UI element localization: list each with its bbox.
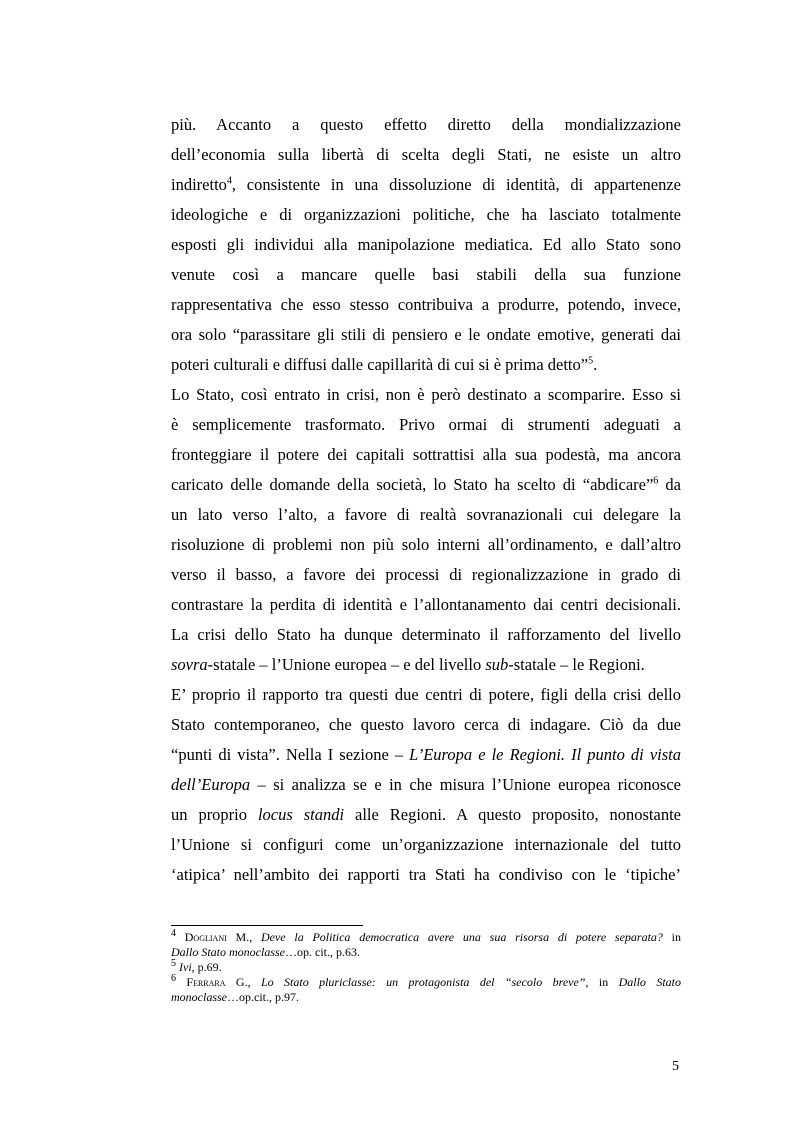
text-fragment: …op. cit., p.63. (285, 945, 360, 959)
text-fragment: in (662, 930, 681, 944)
text-line (171, 770, 681, 800)
footnote-4-cont (171, 945, 681, 960)
text-fragment: , (247, 975, 261, 989)
section-title: L’Europa e le Regioni. Il punto di vista (409, 745, 681, 764)
footnote-number: 6 (171, 973, 176, 984)
text-line: fronteggiare il potere dei capitali sottrattisi alla sua podestà, ma ancora (171, 445, 681, 464)
footnote-title: Deve la Politica democratica avere una sua risorsa di potere separata? (260, 930, 663, 944)
footnote-ref-6[interactable]: 6 (653, 475, 659, 487)
footnote-source: Dallo Stato (618, 975, 681, 989)
footnotes (171, 930, 681, 1005)
text-line (171, 740, 681, 770)
text-line (171, 800, 681, 830)
text-line: Stato contemporaneo, che questo lavoro cerca di indagare. Ciò da due (171, 715, 681, 734)
footnote-author: Ferrara G. (186, 975, 248, 989)
page-number: 5 (672, 1059, 679, 1074)
text-line: rappresentativa che esso stesso contribuiva a produrre, potendo, invece, (171, 295, 681, 314)
text-line: E’ proprio il rapporto tra questi due centri di potere, figli della crisi dello (171, 685, 681, 704)
text-line (171, 470, 681, 500)
footnote-title: Lo Stato pluriclasse: un protagonista del “secolo breve” (260, 975, 586, 989)
text-line: contrastare la perdita di identità e l’allontanamento dai centri decisionali. (171, 595, 681, 614)
text-line: più. Accanto a questo effetto diretto della mondializzazione (171, 115, 681, 134)
text-line: ora solo “parassitare gli stili di pensiero e le ondate emotive, generati dai (171, 325, 681, 344)
footnote-ref-4[interactable]: 4 (226, 175, 232, 187)
text-line: un lato verso l’alto, a favore di realtà sovranazionali cui delegare la (171, 505, 681, 524)
italic-term: locus standi (257, 805, 345, 824)
text-fragment: caricato delle domande della società, lo Stato ha scelto di “abdicare” (171, 475, 654, 494)
text-fragment: indiretto (171, 175, 227, 194)
footnote-5 (171, 960, 681, 975)
text-line: esposti gli individui alla manipolazione mediatica. Ed allo Stato sono (171, 235, 681, 254)
text-fragment: , (249, 930, 261, 944)
text-fragment: “punti di vista”. Nella I sezione – (171, 745, 410, 764)
footnote-ref-5[interactable]: 5 (588, 355, 594, 367)
text-line (171, 170, 681, 200)
text-fragment: . (593, 355, 598, 374)
text-fragment: , consistente in una dissoluzione di identità, di appartenenze (231, 175, 681, 194)
text-fragment: -statale – l’Unione europea – e del livello (207, 655, 486, 674)
text-fragment: un proprio (171, 805, 258, 824)
text-fragment: poteri culturali e diffusi dalle capillarità di cui si è prima detto” (171, 355, 589, 374)
text-fragment: , p.69. (191, 960, 222, 974)
text-fragment: , in (585, 975, 619, 989)
footnote-source: Dallo Stato monoclasse (171, 945, 285, 959)
text-line: La crisi dello Stato ha dunque determinato il rafforzamento del livello (171, 625, 681, 644)
footnote-source: Ivi (179, 960, 192, 974)
footnote-author: Dogliani M. (184, 930, 250, 944)
text-line: dell’economia sulla libertà di scelta degli Stati, ne esiste un altro (171, 145, 681, 164)
footnote-number: 5 (171, 958, 176, 969)
text-fragment: …op.cit., p.97. (227, 990, 299, 1004)
italic-term: sovra (171, 655, 208, 674)
footnote-6-cont (171, 990, 681, 1005)
footnote-number: 4 (171, 928, 176, 939)
text-fragment: – si analizza se e in che misura l’Unione europea riconosce (250, 775, 681, 794)
text-line: risoluzione di problemi non più solo interni all’ordinamento, e dall’altro (171, 535, 681, 554)
text-line: venute così a mancare quelle basi stabili della sua funzione (171, 265, 681, 284)
text-line: ideologiche e di organizzazioni politiche, che ha lasciato totalmente (171, 205, 681, 224)
text-line (171, 350, 681, 380)
text-fragment: alle Regioni. A questo proposito, nonostante (344, 805, 681, 824)
text-fragment: da (658, 475, 682, 494)
text-line: Lo Stato, così entrato in crisi, non è però destinato a scomparire. Esso si (171, 385, 681, 404)
text-fragment: -statale – le Regioni. (508, 655, 645, 674)
text-line: è semplicemente trasformato. Privo ormai di strumenti adeguati a (171, 415, 681, 434)
footnote-6 (171, 975, 681, 990)
text-line: verso il basso, a favore dei processi di regionalizzazione in grado di (171, 565, 681, 584)
section-title: dell’Europa (171, 775, 251, 794)
italic-term: sub (485, 655, 509, 674)
footnote-4 (171, 930, 681, 945)
text-line: l’Unione si configuri come un’organizzazione internazionale del tutto (171, 835, 681, 854)
footnote-divider (171, 925, 363, 926)
text-line (171, 650, 681, 680)
text-line: ‘atipica’ nell’ambito dei rapporti tra Stati ha condiviso con le ‘tipiche’ (171, 865, 681, 884)
body-text (171, 110, 681, 890)
footnote-source: monoclasse (171, 990, 227, 1004)
